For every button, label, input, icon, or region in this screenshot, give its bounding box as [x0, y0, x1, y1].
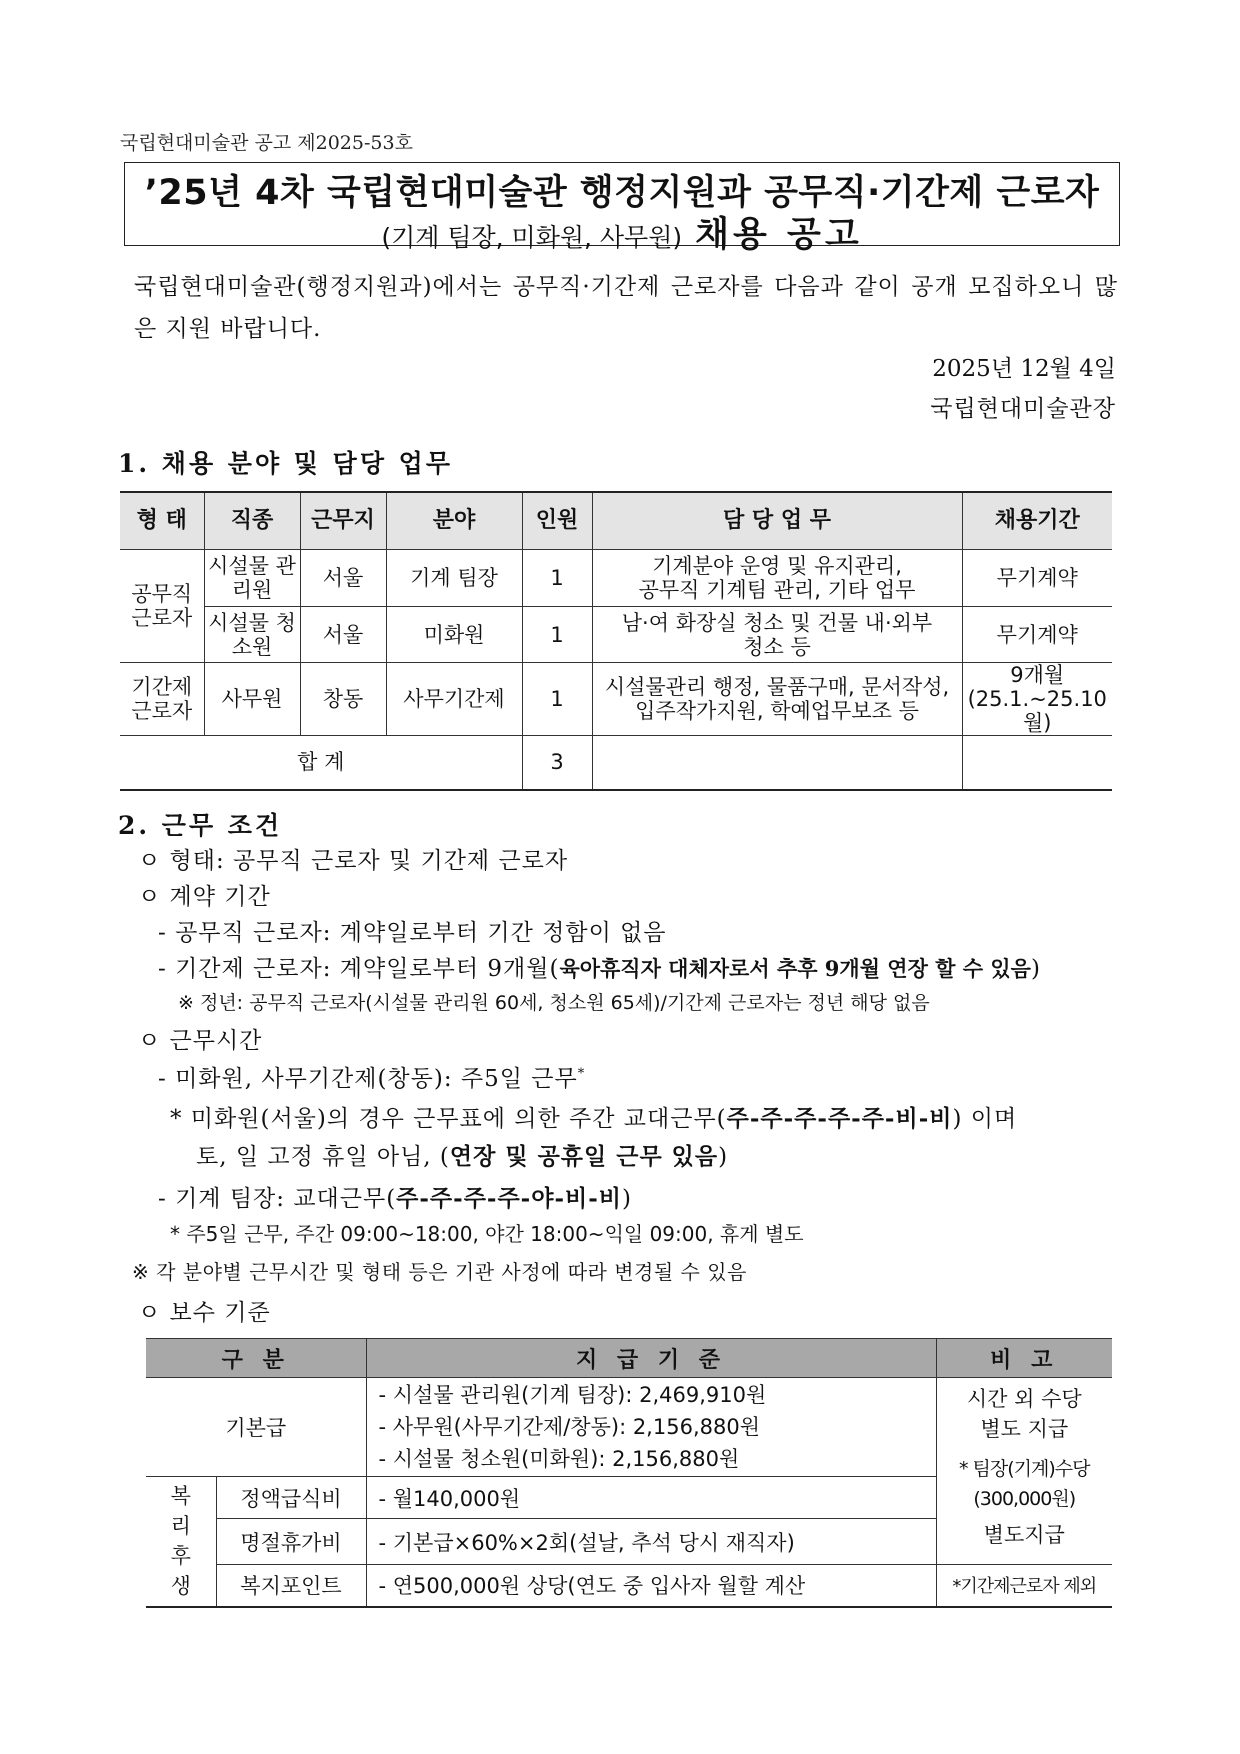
pay-point-label: 복지포인트 [216, 1565, 366, 1607]
cond-hours-note: ※ 각 분야별 근무시간 및 형태 등은 기관 사정에 따라 변경될 수 있음 [132, 1260, 747, 1284]
row-duty [592, 607, 962, 663]
row-duty-line2: 입주작가지원, 학예업무보조 등 [635, 699, 919, 723]
cond-hours-2 [170, 1100, 1017, 1133]
total-empty-period [962, 736, 1112, 790]
title-line1: ’25년 4차 국립현대미술관 행정지원과 공무직·기간제 근로자 [144, 173, 1100, 213]
table-row [146, 1565, 1112, 1607]
cond-contract-2-a: - 기간제 근로자: 계약일로부터 9개월( [158, 956, 560, 982]
row-duty-line2: 공무직 기계팀 관리, 기타 업무 [638, 578, 916, 602]
row-job: 시설물 관리원 [204, 550, 300, 607]
table-total-row [120, 736, 1112, 790]
total-count: 3 [522, 736, 592, 790]
pay-welfare-label-text: 복리 후생 [170, 1484, 191, 1599]
title-subtitle: (기계 팀장, 미화원, 사무원) [381, 223, 683, 252]
row-count: 1 [522, 607, 592, 663]
pay-note-line: (300,000원) [973, 1488, 1076, 1510]
title-main: 채용 공고 [695, 215, 863, 255]
job-table [120, 491, 1112, 791]
header-place: 근무지 [300, 492, 386, 550]
pay-table-header-row [146, 1339, 1112, 1378]
row-period-line2: (25.1.~25.10월) [967, 687, 1107, 735]
row-place: 서울 [300, 550, 386, 607]
table-row [146, 1378, 1112, 1477]
section1-heading: 1. 채용 분야 및 담당 업무 [118, 449, 453, 478]
row-period-line1: 9개월 [1010, 663, 1065, 687]
pay-meal-value: - 월140,000원 [366, 1477, 936, 1519]
cond-hours-3 [196, 1138, 728, 1171]
row-place: 창동 [300, 663, 386, 736]
pay-header-criteria: 지 급 기 준 [366, 1339, 936, 1378]
row-period-line1: 무기계약 [996, 566, 1078, 590]
header-period: 채용기간 [962, 492, 1112, 550]
row-count: 1 [522, 663, 592, 736]
cond-hours-1 [158, 1060, 585, 1093]
cond-hours-2-c: ) 이며 [952, 1106, 1018, 1132]
pay-header-note: 비 고 [936, 1339, 1112, 1378]
cond-hours-4-c: ) [621, 1186, 632, 1212]
job-table-header-row [120, 492, 1112, 550]
row-period [962, 550, 1112, 607]
cond-hours-2-a: * 미화원(서울)의 경우 근무표에 의한 주간 교대근무( [170, 1106, 727, 1132]
cond-hours-3-a: 토, 일 고정 휴일 아님, ( [196, 1144, 450, 1170]
pay-base-line: - 시설물 관리원(기계 팀장): 2,469,910원 [378, 1383, 767, 1407]
pay-base-values [366, 1378, 936, 1477]
cond-contract-2 [158, 950, 1041, 983]
pay-note-line: 별도지급 [983, 1523, 1065, 1547]
row-job: 시설물 청소원 [204, 607, 300, 663]
pay-table [146, 1338, 1112, 1608]
row-period [962, 607, 1112, 663]
row-field: 기계 팀장 [386, 550, 522, 607]
table-row [120, 607, 1112, 663]
row-duty-line1: 남·여 화장실 청소 및 건물 내·외부 [621, 610, 933, 635]
group-permanent: 공무직 근로자 [120, 550, 204, 663]
pay-note-line: 시간 외 수당 [966, 1387, 1082, 1411]
row-duty-line2: 청소 등 [743, 634, 811, 659]
pay-holiday-value: - 기본급×60%×2회(설날, 추석 당시 재직자) [366, 1519, 936, 1565]
pay-note-line: 별도 지급 [980, 1417, 1069, 1441]
section2-heading: 2. 근무 조건 [118, 811, 283, 840]
issuer: 국립현대미술관장 [930, 396, 1116, 422]
pay-meal-label: 정액급식비 [216, 1477, 366, 1519]
row-duty [592, 663, 962, 736]
pay-base-label: 기본급 [146, 1378, 366, 1477]
row-duty-line1: 기계분야 운영 및 유지관리, [652, 554, 902, 578]
header-type: 형 태 [120, 492, 204, 550]
cond-contract-title: ㅇ 계약 기간 [138, 884, 271, 910]
cond-pay-title: ㅇ 보수 기준 [138, 1300, 271, 1326]
cond-hours-1-text: - 미화원, 사무기간제(창동): 주5일 근무 [158, 1066, 578, 1092]
row-place: 서울 [300, 607, 386, 663]
cond-hours-5: * 주5일 근무, 주간 09:00~18:00, 야간 18:00~익일 09:00, 휴게 별도 [170, 1222, 804, 1246]
pay-base-line: - 사무원(사무기간제/창동): 2,156,880원 [378, 1415, 760, 1439]
cond-hours-4-b: 주-주-주-주-야-비-비 [396, 1185, 622, 1212]
cond-hours-3-b: 연장 및 공휴일 근무 있음 [449, 1143, 719, 1170]
pay-note-line: * 팀장(기계)수당 [959, 1458, 1090, 1480]
row-job: 사무원 [204, 663, 300, 736]
header-duty: 담 당 업 무 [592, 492, 962, 550]
cond-hours-4-a: - 기계 팀장: 교대근무( [158, 1186, 397, 1212]
row-duty [592, 550, 962, 607]
cond-hours-3-c: ) [718, 1144, 729, 1170]
header-job: 직종 [204, 492, 300, 550]
row-duty-line1: 시설물관리 행정, 물품구매, 문서작성, [604, 675, 950, 699]
row-period-line1: 무기계약 [996, 622, 1078, 647]
table-row [120, 663, 1112, 736]
row-count: 1 [522, 550, 592, 607]
table-row [120, 550, 1112, 607]
header-field: 분야 [386, 492, 522, 550]
cond-hours-2-b: 주-주-주-주-주-비-비 [726, 1105, 953, 1132]
total-empty-duty [592, 736, 962, 790]
intro-paragraph: 국립현대미술관(행정지원과)에서는 공무직·기간제 근로자를 다음과 같이 공개 모집하오니 많은 지원 바랍니다. [134, 274, 1118, 342]
cond-hours-title: ㅇ 근무시간 [138, 1028, 263, 1054]
pay-note-cell [936, 1378, 1112, 1565]
row-field: 미화원 [386, 607, 522, 663]
pay-header-category: 구 분 [146, 1339, 366, 1378]
cond-hours-4 [158, 1180, 632, 1213]
cond-retire-note: ※ 정년: 공무직 근로자(시설물 관리원 60세, 청소원 65세)/기간제 근로자는 정년 해당 없음 [178, 992, 930, 1014]
pay-welfare-label [146, 1477, 216, 1607]
cond-contract-2-b: 육아휴직자 대체자로서 추후 9개월 연장 할 수 있음 [559, 956, 1031, 981]
cond-contract-2-c: ) [1030, 956, 1041, 982]
cond-contract-1: - 공무직 근로자: 계약일로부터 기간 정함이 없음 [158, 920, 667, 946]
pay-note-exclusion: *기간제근로자 제외 [936, 1565, 1112, 1607]
document-number: 국립현대미술관 공고 제2025-53호 [120, 132, 413, 154]
pay-base-line: - 시설물 청소원(미화원): 2,156,880원 [378, 1447, 740, 1471]
row-field: 사무기간제 [386, 663, 522, 736]
title-line2 [125, 207, 1119, 257]
title-box [124, 162, 1120, 255]
row-period [962, 663, 1112, 736]
announcement-date: 2025년 12월 4일 [932, 356, 1116, 382]
cond-type-line: ㅇ 형태: 공무직 근로자 및 기간제 근로자 [138, 848, 569, 874]
pay-holiday-label: 명절휴가비 [216, 1519, 366, 1565]
cond-hours-1-mark: * [577, 1066, 586, 1082]
total-label: 합 계 [120, 736, 522, 790]
group-fixed-term: 기간제 근로자 [120, 663, 204, 736]
pay-point-value: - 연500,000원 상당(연도 중 입사자 월할 계산 [366, 1565, 936, 1607]
header-count: 인원 [522, 492, 592, 550]
